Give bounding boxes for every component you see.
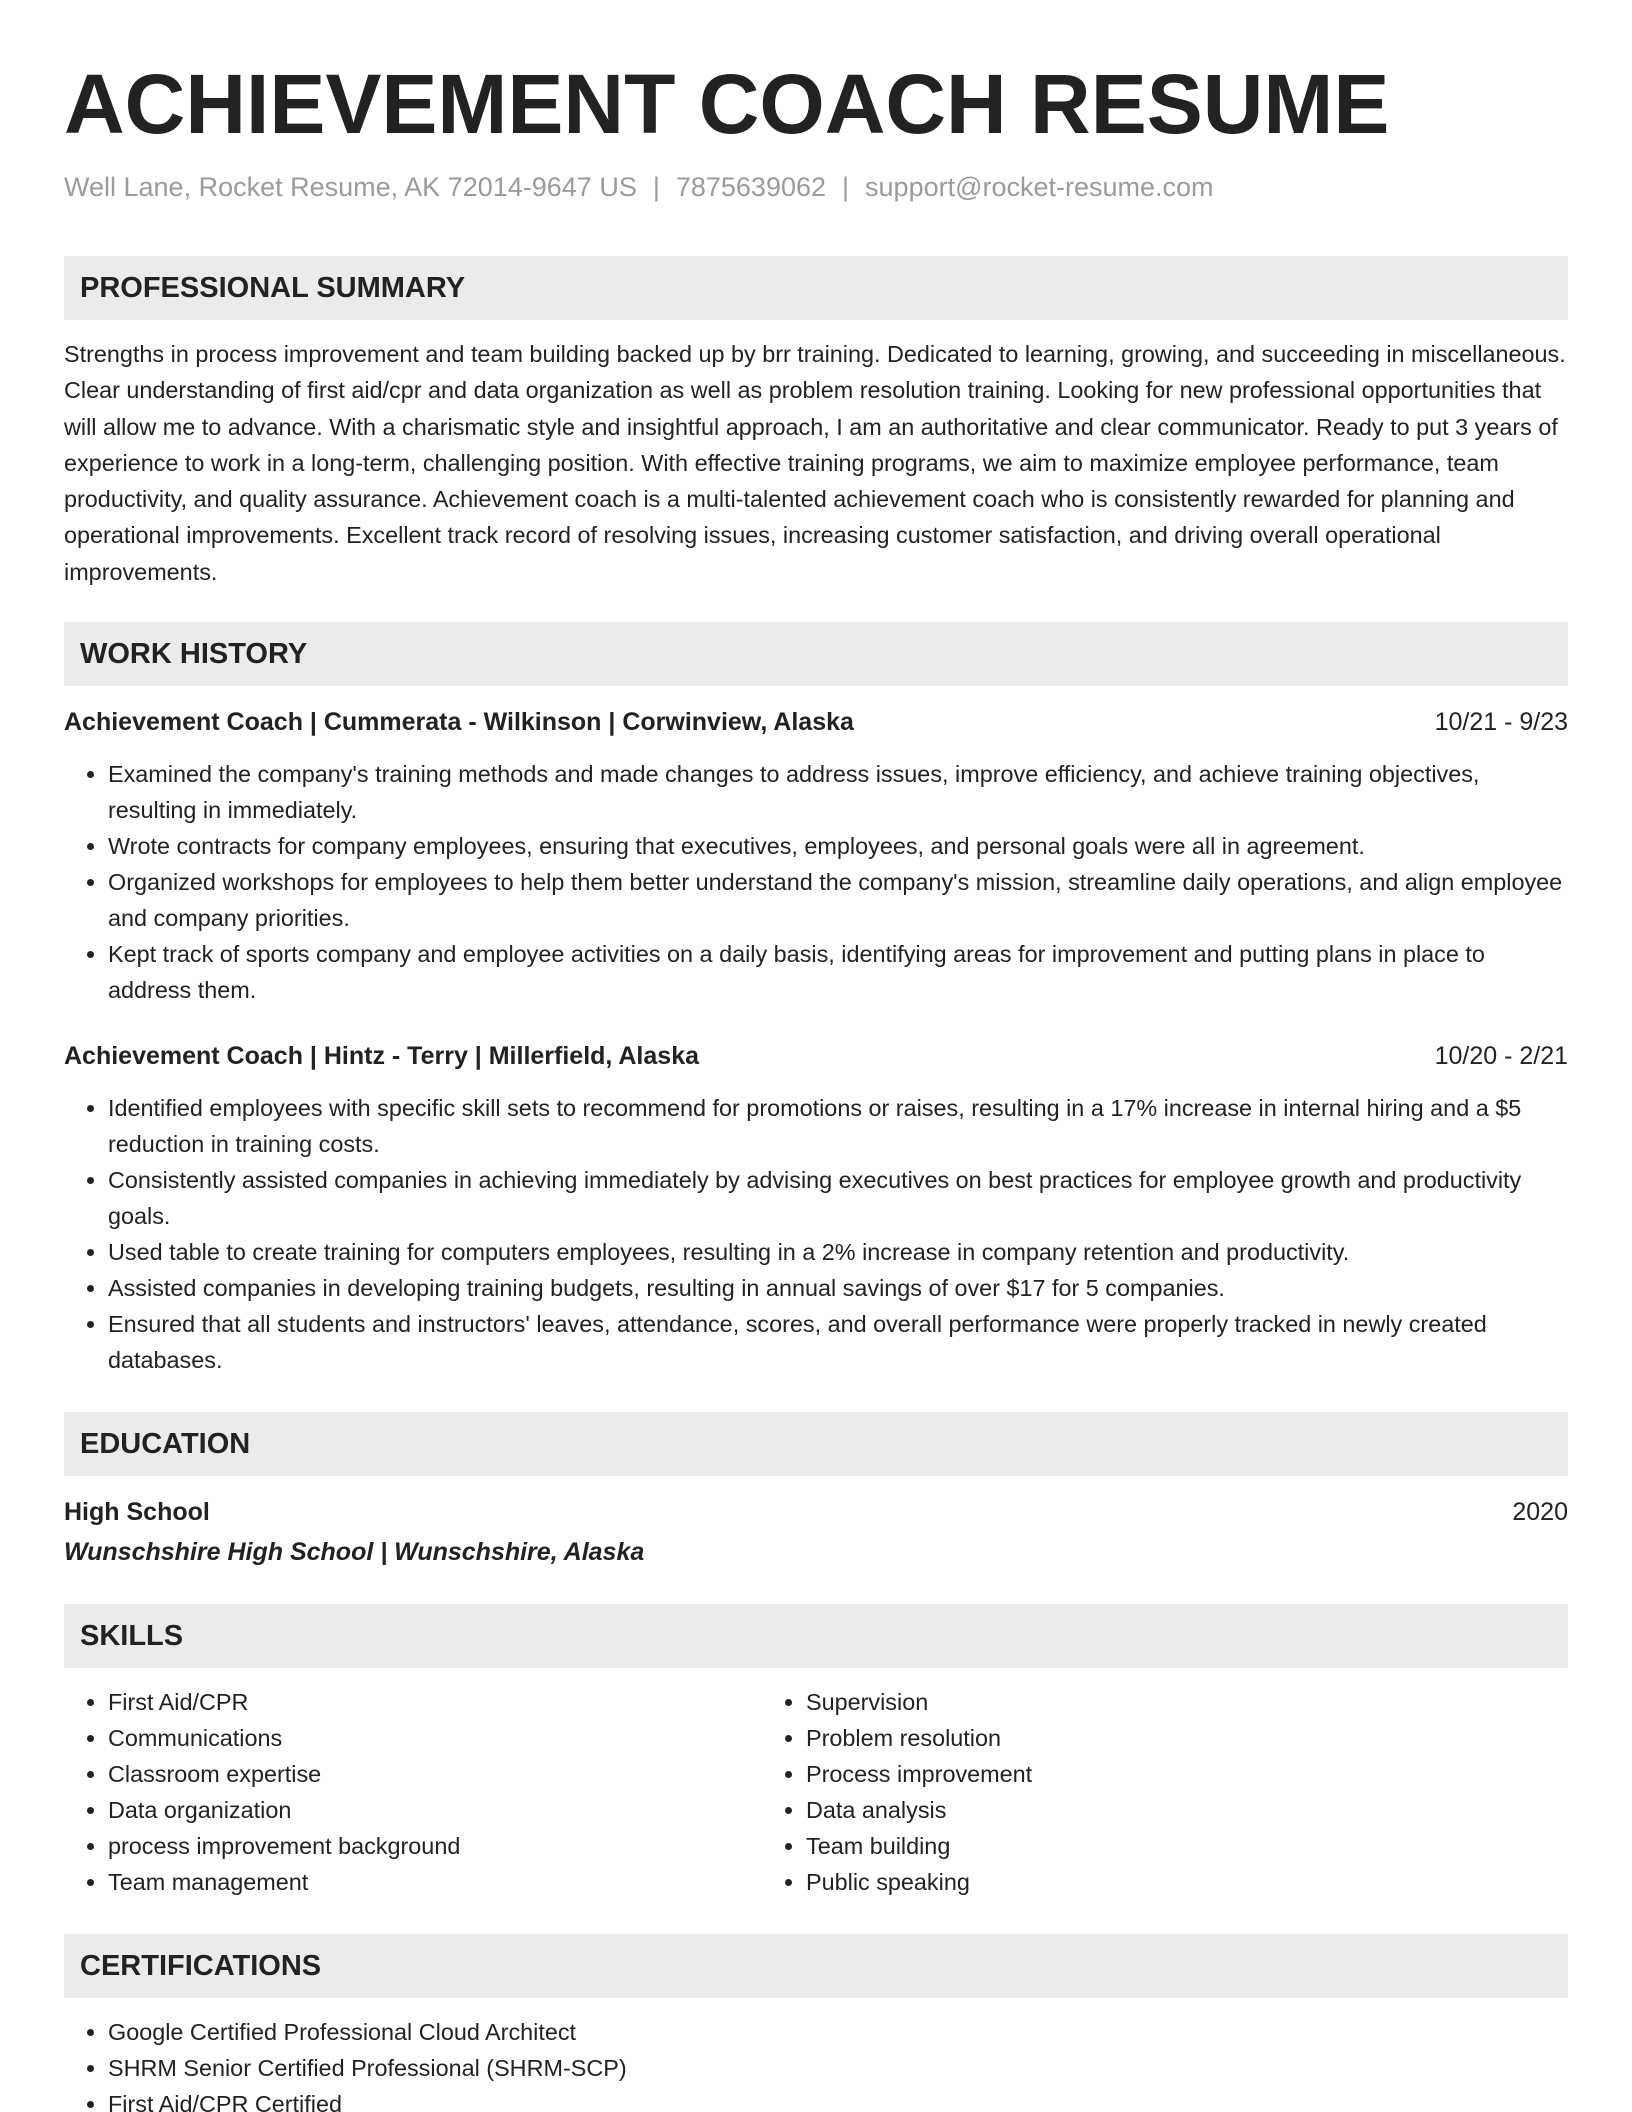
education-year: 2020 — [1512, 1498, 1568, 1527]
job-bullet: • Used table to create training for computers employees, resulting in a 2% increase in company retention and productivity. — [108, 1234, 1568, 1270]
certifications-section-header: CERTIFICATIONS — [64, 1934, 1568, 1998]
education-degree: High School — [64, 1498, 210, 1527]
contact-separator: | — [652, 172, 660, 202]
job-bullet: • Identified employees with specific skill sets to recommend for promotions or raises, resulting in a 17% increase in internal hiring and a $5 reduction in training costs. — [108, 1090, 1568, 1162]
skill-item: • Team management — [108, 1864, 762, 1900]
job-bullet: • Wrote contracts for company employees, ensuring that executives, employees, and personal goals were all in agreement. — [108, 828, 1568, 864]
work-section-header: WORK HISTORY — [64, 622, 1568, 686]
job-dates: 10/21 - 9/23 — [1434, 708, 1568, 737]
job-bullet-list — [64, 756, 1568, 1008]
summary-text: Strengths in process improvement and team building backed up by brr training. Dedicated to learning, growing, and succeeding in miscellaneous. Clear understanding of first aid/cpr and data organization as well as problem resolution training. Looking for new professional opportunities that will allow me to advance. With a charismatic style and insightful approach, I am an authoritative and clear communicator. Ready to put 3 years of experience to work in a long-term, challenging position. With effective training programs, we aim to maximize employee performance, team productivity, and quality assurance. Achievement coach is a multi-talented achievement coach who is consistently rewarded for planning and operational improvements. Excellent track record of resolving issues, increasing customer satisfaction, and driving overall operational improvements. — [64, 341, 1566, 585]
skills-columns — [64, 1684, 1568, 1900]
skill-item: • Communications — [108, 1720, 762, 1756]
job-heading-row — [64, 1038, 1568, 1074]
education-row — [64, 1494, 1568, 1530]
skills-list-left — [64, 1684, 762, 1900]
job-bullet: • Organized workshops for employees to help them better understand the company's mission, streamline daily operations, and align employee and company priorities. — [108, 864, 1568, 936]
skill-item: • Supervision — [806, 1684, 1522, 1720]
job-dates: 10/20 - 2/21 — [1434, 1042, 1568, 1071]
contact-address: Well Lane, Rocket Resume, AK 72014-9647 US — [64, 172, 637, 202]
job-bullet: • Consistently assisted companies in achieving immediately by advising executives on best practices for employee growth and productivity goals. — [108, 1162, 1568, 1234]
certification-item: • SHRM Senior Certified Professional (SHRM-SCP) — [108, 2050, 1568, 2086]
contact-line — [64, 170, 1568, 204]
skill-item: • Data analysis — [806, 1792, 1522, 1828]
skill-item: • Classroom expertise — [108, 1756, 762, 1792]
job-bullet: • Kept track of sports company and employee activities on a daily basis, identifying areas for improvement and putting plans in place to address them. — [108, 936, 1568, 1008]
certifications-list — [64, 2014, 1568, 2112]
job-bullet: • Assisted companies in developing training budgets, resulting in annual savings of over $17 for 5 companies. — [108, 1270, 1568, 1306]
certification-item: • Google Certified Professional Cloud Architect — [108, 2014, 1568, 2050]
job-bullet: • Examined the company's training methods and made changes to address issues, improve efficiency, and achieve training objectives, resulting in immediately. — [108, 756, 1568, 828]
resume-content — [64, 0, 1568, 2112]
skill-item: • Public speaking — [806, 1864, 1522, 1900]
skills-section-header: SKILLS — [64, 1604, 1568, 1668]
skills-list-right — [762, 1684, 1522, 1900]
job-bullet-list — [64, 1090, 1568, 1378]
job-title: Achievement Coach | Hintz - Terry | Millerfield, Alaska — [64, 1042, 699, 1071]
resume-title: ACHIEVEMENT COACH RESUME — [64, 57, 1390, 151]
contact-email: support@rocket-resume.com — [865, 172, 1214, 202]
education-section-header: EDUCATION — [64, 1412, 1568, 1476]
skill-item: • process improvement background — [108, 1828, 762, 1864]
skill-item: • Team building — [806, 1828, 1522, 1864]
job-title: Achievement Coach | Cummerata - Wilkinson | Corwinview, Alaska — [64, 708, 854, 737]
skill-item: • Data organization — [108, 1792, 762, 1828]
job-heading-row — [64, 704, 1568, 740]
skill-item: • Process improvement — [806, 1756, 1522, 1792]
contact-separator: | — [842, 172, 850, 202]
job-bullet: • Ensured that all students and instructors' leaves, attendance, scores, and overall performance were properly tracked in newly created databases. — [108, 1306, 1568, 1378]
skill-item: • Problem resolution — [806, 1720, 1522, 1756]
education-school: Wunschshire High School | Wunschshire, Alaska — [64, 1538, 645, 1567]
skill-item: • First Aid/CPR — [108, 1684, 762, 1720]
certification-item: • First Aid/CPR Certified — [108, 2086, 1568, 2112]
summary-section-header: PROFESSIONAL SUMMARY — [64, 256, 1568, 320]
contact-phone: 7875639062 — [675, 172, 827, 202]
